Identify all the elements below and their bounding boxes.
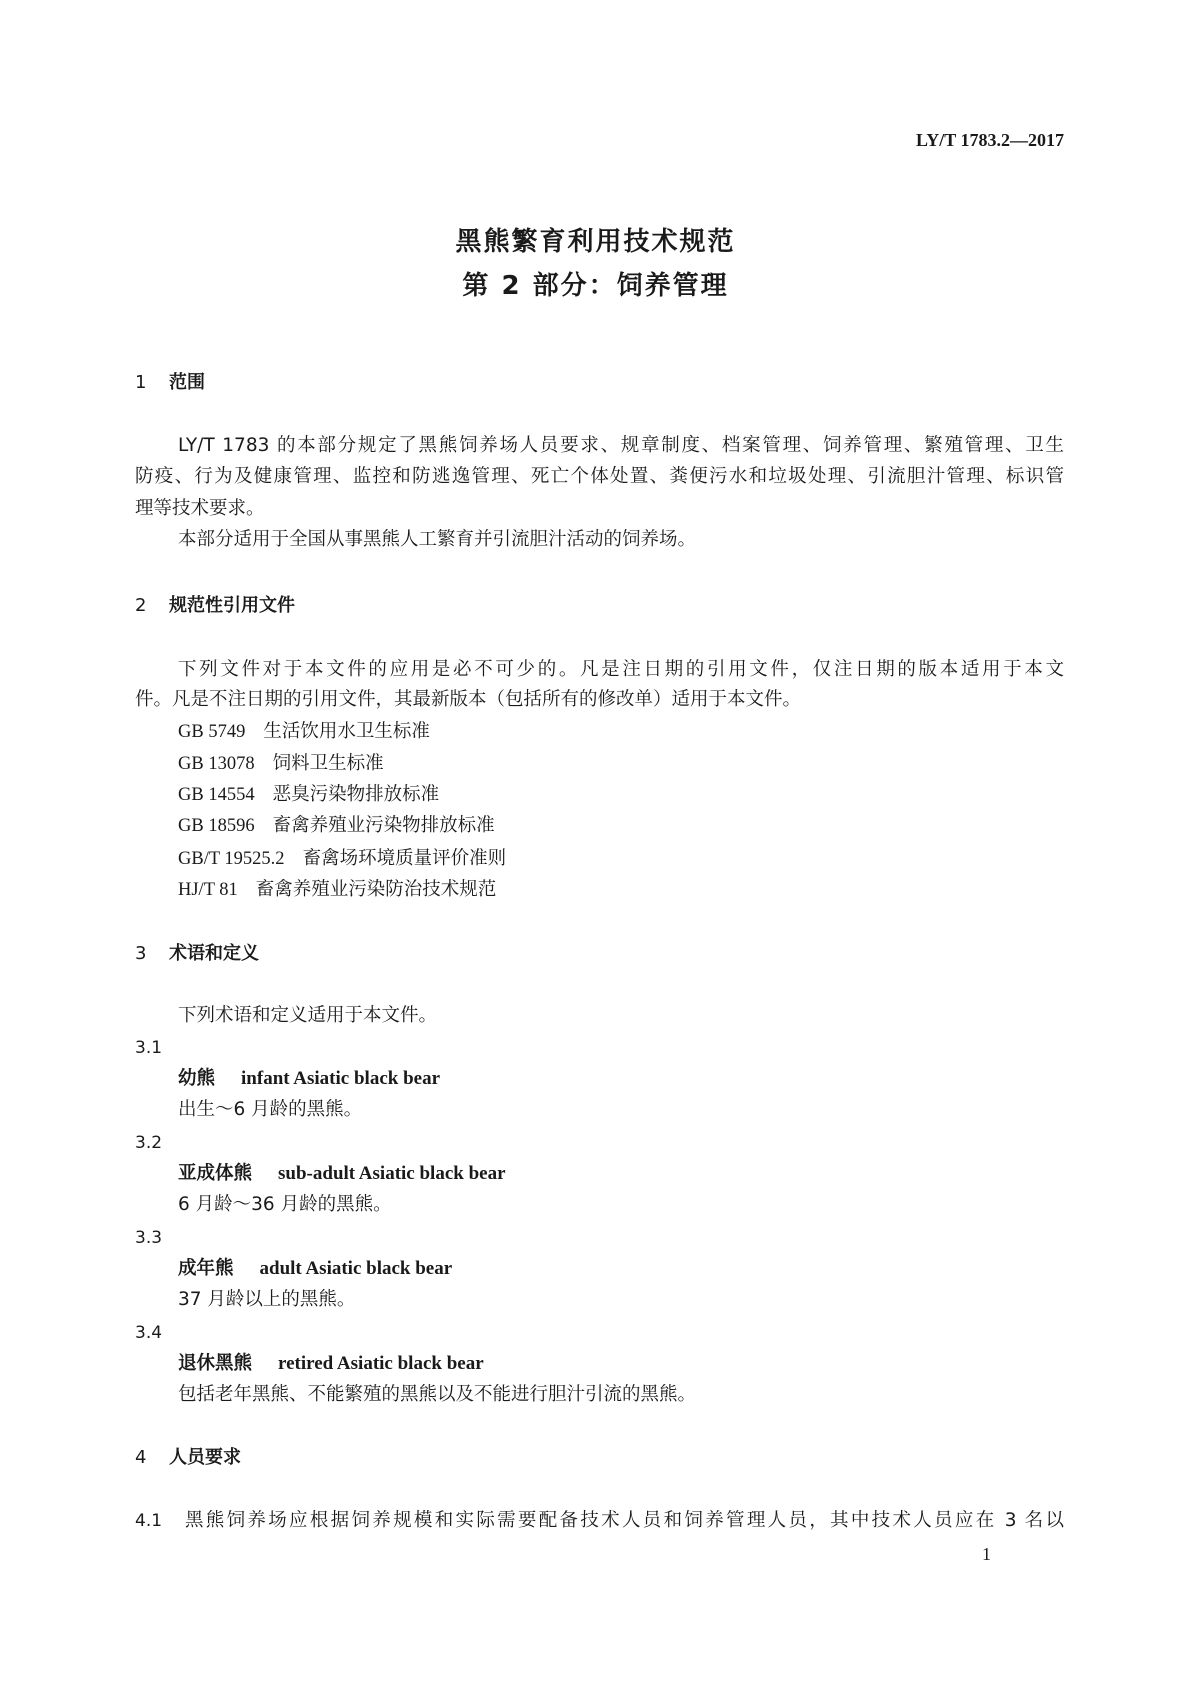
terms-intro: 下列术语和定义适用于本文件。 (178, 1005, 438, 1026)
clause-text: 黑熊饲养场应根据饲养规模和实际需要配备技术人员和饲养管理人员，其中技术人员应在 3 名以 (185, 1510, 1064, 1531)
term-heading (178, 1257, 452, 1281)
term-zh: 幼熊 (178, 1068, 216, 1089)
clause-number: 4.1 (135, 1511, 163, 1531)
paragraph-line: 本部分适用于全国从事黑熊人工繁育并引流胆汁活动的饲养场。 (178, 529, 697, 550)
term-number: 3.2 (135, 1133, 163, 1153)
term-en: infant Asiatic black bear (241, 1068, 440, 1089)
term-definition: 出生～6 月龄的黑熊。 (178, 1099, 363, 1120)
reference-title: 饲料卫生标准 (272, 753, 384, 774)
section-number: 1 (135, 372, 147, 393)
reference-code: GB 14554 (178, 785, 255, 805)
normative-reference (178, 783, 439, 807)
reference-code: GB 18596 (178, 816, 255, 836)
normative-reference (178, 752, 384, 776)
reference-title: 畜禽场环境质量评价准则 (302, 848, 507, 869)
normative-reference (178, 847, 506, 871)
reference-title: 畜禽养殖业污染防治技术规范 (255, 879, 497, 900)
section-4-heading (135, 1446, 241, 1470)
normative-reference (178, 720, 430, 744)
paragraph-line: 防疫、行为及健康管理、监控和防逃逸管理、死亡个体处置、粪便污水和垃圾处理、引流胆汁管理、标识管 (135, 466, 1064, 487)
section-title: 规范性引用文件 (169, 595, 295, 616)
section-number: 3 (135, 943, 147, 964)
term-en: retired Asiatic black bear (278, 1353, 484, 1374)
paragraph-line: LY/T 1783 的本部分规定了黑熊饲养场人员要求、规章制度、档案管理、饲养管理、繁殖管理、卫生 (178, 435, 1064, 456)
normative-reference (178, 814, 495, 838)
paragraph-line: 下列文件对于本文件的应用是必不可少的。凡是注日期的引用文件，仅注日期的版本适用于本文 (178, 659, 1064, 680)
section-title: 人员要求 (169, 1447, 241, 1468)
paragraph-line: 件。凡是不注日期的引用文件，其最新版本（包括所有的修改单）适用于本文件。 (135, 689, 802, 710)
section-2-heading (135, 594, 295, 618)
normative-reference (178, 878, 496, 902)
section-1-heading (135, 371, 205, 395)
reference-code: GB 13078 (178, 754, 255, 774)
term-number: 3.4 (135, 1323, 163, 1343)
reference-title: 恶臭污染物排放标准 (272, 784, 440, 805)
term-zh: 亚成体熊 (178, 1163, 253, 1184)
reference-code: GB/T 19525.2 (178, 849, 285, 869)
term-heading (178, 1162, 506, 1186)
term-definition: 包括老年黑熊、不能繁殖的黑熊以及不能进行胆汁引流的黑熊。 (178, 1384, 697, 1405)
standard-number: LY/T 1783.2—2017 (915, 130, 1064, 150)
document-title: 黑熊繁育利用技术规范 (455, 227, 736, 257)
section-number: 2 (135, 595, 147, 616)
section-number: 4 (135, 1447, 147, 1468)
term-en: sub-adult Asiatic black bear (278, 1163, 506, 1184)
term-number: 3.1 (135, 1038, 163, 1058)
term-zh: 退休黑熊 (178, 1353, 253, 1374)
section-title: 范围 (169, 372, 205, 393)
term-heading (178, 1067, 440, 1091)
section-title: 术语和定义 (169, 943, 259, 964)
page-number: 1 (982, 1544, 991, 1564)
section-3-heading (135, 942, 259, 966)
reference-title: 生活饮用水卫生标准 (263, 721, 430, 742)
term-zh: 成年熊 (178, 1258, 234, 1279)
term-definition: 6 月龄～36 月龄的黑熊。 (178, 1194, 392, 1215)
document-subtitle: 第 2 部分：饲养管理 (462, 271, 729, 301)
reference-title: 畜禽养殖业污染物排放标准 (272, 815, 495, 836)
paragraph-line: 理等技术要求。 (135, 498, 265, 519)
reference-code: GB 5749 (178, 722, 246, 742)
term-heading (178, 1352, 484, 1376)
term-definition: 37 月龄以上的黑熊。 (178, 1289, 356, 1310)
reference-code: HJ/T 81 (178, 880, 238, 900)
term-number: 3.3 (135, 1228, 163, 1248)
term-en: adult Asiatic black bear (259, 1258, 453, 1279)
